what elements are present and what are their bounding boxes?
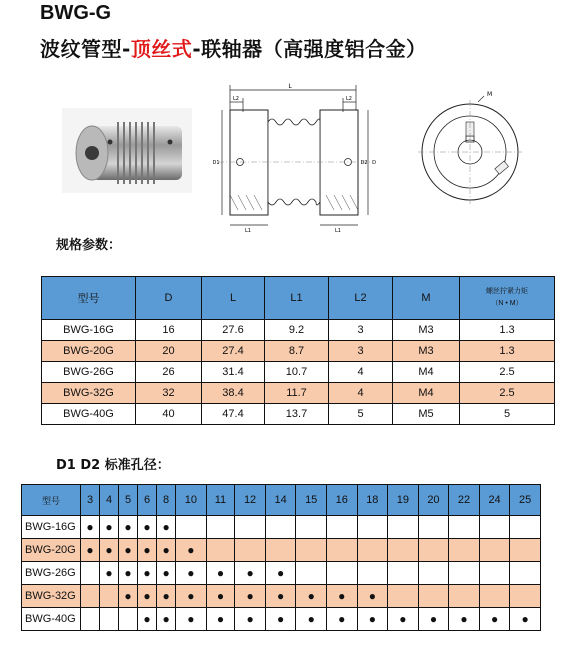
available-dot: ●: [216, 588, 225, 603]
spec-cell: 11.7: [265, 383, 329, 404]
hole-col-size: 3: [81, 485, 100, 516]
hole-cell: [510, 562, 541, 585]
hole-cell: [388, 562, 419, 585]
hole-cell: [265, 585, 296, 608]
hole-col-size: 16: [326, 485, 357, 516]
available-dot: ●: [187, 611, 195, 626]
hole-cell-model: BWG-32G: [22, 585, 81, 608]
spec-cell-model: BWG-40G: [42, 404, 136, 425]
available-dot: ●: [187, 588, 195, 603]
spec-cell-model: BWG-32G: [42, 383, 136, 404]
spec-row: [42, 383, 555, 404]
spec-heading: 规格参数：: [56, 238, 122, 253]
available-dot: ●: [105, 542, 113, 557]
hole-cell: [388, 516, 419, 539]
title-part-1: 波纹管型-: [40, 37, 131, 61]
hole-col-size: 20: [418, 485, 449, 516]
spec-col-M: M: [393, 277, 460, 320]
spec-cell: 10.7: [265, 362, 329, 383]
hole-cell: [235, 516, 266, 539]
available-dot: ●: [86, 542, 94, 557]
hole-col-size: 10: [176, 485, 207, 516]
hole-col-size: 24: [479, 485, 510, 516]
hole-col-size: 6: [138, 485, 157, 516]
title-part-3: -联轴器（高强度铝合金）: [192, 37, 427, 61]
spec-col-L1: L1: [265, 277, 329, 320]
spec-col-L2: L2: [329, 277, 393, 320]
hole-cell: [157, 539, 176, 562]
hole-cell: [326, 539, 357, 562]
hole-cell: [138, 585, 157, 608]
available-dot: ●: [187, 565, 195, 580]
spec-col-torque: 螺丝拧紧力矩 （N • M）: [460, 277, 555, 320]
hole-cell: [388, 539, 419, 562]
available-dot: ●: [246, 611, 254, 626]
spec-col-model: 型号: [42, 277, 136, 320]
spec-cell: 27.6: [202, 320, 265, 341]
hole-cell: [157, 585, 176, 608]
hole-col-size: 18: [357, 485, 388, 516]
hole-cell: [119, 585, 138, 608]
product-model-code: BWG-G: [40, 2, 112, 24]
available-dot: ●: [162, 588, 170, 603]
hole-cell: [265, 562, 296, 585]
hole-col-size: 25: [510, 485, 541, 516]
hole-cell: [206, 585, 235, 608]
hole-heading: D1 D2 标准孔径：: [56, 458, 170, 473]
hole-cell: [138, 539, 157, 562]
available-dot: ●: [277, 611, 285, 626]
available-dot: ●: [307, 611, 315, 626]
spec-cell: 16: [136, 320, 202, 341]
available-dot: ●: [246, 588, 254, 603]
spec-cell-model: BWG-20G: [42, 341, 136, 362]
spec-cell: 3: [329, 341, 393, 362]
spec-cell: 32: [136, 383, 202, 404]
hole-cell: [206, 516, 235, 539]
hole-cell: [81, 539, 100, 562]
spec-cell-model: BWG-16G: [42, 320, 136, 341]
spec-cell: M4: [393, 383, 460, 404]
available-dot: ●: [143, 565, 151, 580]
hole-cell: [449, 539, 480, 562]
hole-cell: [510, 585, 541, 608]
spec-cell: M4: [393, 362, 460, 383]
hole-cell: [326, 562, 357, 585]
hole-cell: [296, 562, 327, 585]
hole-cell: [296, 516, 327, 539]
hole-cell: [357, 585, 388, 608]
label-L1-left: L1: [245, 228, 251, 234]
available-dot: ●: [216, 611, 225, 626]
label-L1-right: L1: [335, 228, 341, 234]
spec-cell: 1.3: [460, 320, 555, 341]
product-photo: [62, 108, 192, 193]
hole-col-size: 5: [119, 485, 138, 516]
hole-cell: [119, 608, 138, 631]
hole-cell: [326, 516, 357, 539]
spec-cell: 27.4: [202, 341, 265, 362]
title-part-2: 顶丝式: [130, 37, 193, 61]
hole-cell: [449, 516, 480, 539]
available-dot: ●: [338, 588, 346, 603]
hole-cell: [119, 562, 138, 585]
available-dot: ●: [277, 588, 285, 603]
spec-row: [42, 320, 555, 341]
hole-col-size: 19: [388, 485, 419, 516]
hole-cell: [235, 562, 266, 585]
available-dot: ●: [429, 611, 438, 626]
spec-cell: 13.7: [265, 404, 329, 425]
hole-cell: [138, 608, 157, 631]
hole-cell: [157, 562, 176, 585]
available-dot: ●: [368, 611, 376, 626]
available-dot: ●: [338, 611, 346, 626]
available-dot: ●: [86, 519, 94, 534]
hole-cell: [479, 608, 510, 631]
hole-cell-model: BWG-26G: [22, 562, 81, 585]
hole-row: [22, 608, 541, 631]
available-dot: ●: [124, 565, 132, 580]
hole-row: [22, 562, 541, 585]
label-D2: D2: [360, 160, 368, 166]
available-dot: ●: [216, 565, 225, 580]
end-view-drawing: [412, 88, 534, 206]
hole-cell: [449, 608, 480, 631]
available-dot: ●: [307, 588, 315, 603]
hole-col-size: 15: [296, 485, 327, 516]
hole-cell: [326, 608, 357, 631]
hole-cell: [157, 516, 176, 539]
hole-cell: [265, 539, 296, 562]
hole-cell: [418, 516, 449, 539]
hole-col-size: 4: [100, 485, 119, 516]
hole-cell: [81, 585, 100, 608]
hole-row: [22, 585, 541, 608]
hole-cell: [418, 585, 449, 608]
hole-cell: [296, 585, 327, 608]
hole-cell: [510, 516, 541, 539]
hole-cell-model: BWG-20G: [22, 539, 81, 562]
spec-cell: 2.5: [460, 383, 555, 404]
spec-row: [42, 362, 555, 383]
label-D: D: [372, 160, 376, 166]
hole-cell: [357, 539, 388, 562]
spec-cell: 47.4: [202, 404, 265, 425]
spec-cell: 4: [329, 383, 393, 404]
available-dot: ●: [490, 611, 499, 626]
product-title: [40, 33, 427, 62]
available-dot: ●: [368, 588, 376, 603]
spec-cell-model: BWG-26G: [42, 362, 136, 383]
label-L: L: [288, 83, 292, 90]
spec-cell: 9.2: [265, 320, 329, 341]
hole-col-model: 型号: [22, 485, 81, 516]
spec-row: [42, 404, 555, 425]
hole-cell: [119, 539, 138, 562]
hole-cell: [176, 539, 207, 562]
spec-cell: 8.7: [265, 341, 329, 362]
spec-cell: 31.4: [202, 362, 265, 383]
spec-cell: 2.5: [460, 362, 555, 383]
hole-cell: [357, 516, 388, 539]
hole-cell: [157, 608, 176, 631]
label-L2-right: L2: [346, 96, 352, 102]
hole-cell: [176, 608, 207, 631]
available-dot: ●: [143, 588, 151, 603]
spec-col-D: D: [136, 277, 202, 320]
available-dot: ●: [124, 588, 132, 603]
hole-row: [22, 516, 541, 539]
spec-cell: M3: [393, 341, 460, 362]
hole-size-table: [21, 484, 541, 631]
available-dot: ●: [162, 565, 170, 580]
hole-cell: [388, 585, 419, 608]
hole-cell: [81, 608, 100, 631]
hole-cell: [176, 585, 207, 608]
spec-cell: M5: [393, 404, 460, 425]
hole-cell: [388, 608, 419, 631]
label-D1: D1: [212, 160, 220, 166]
hole-cell: [510, 608, 541, 631]
hole-cell: [418, 539, 449, 562]
hole-cell: [479, 539, 510, 562]
available-dot: ●: [399, 611, 407, 626]
available-dot: ●: [124, 519, 132, 534]
available-dot: ●: [521, 611, 529, 626]
spec-table: [41, 276, 555, 425]
hole-cell-model: BWG-40G: [22, 608, 81, 631]
hole-cell: [296, 539, 327, 562]
available-dot: ●: [162, 519, 170, 534]
hole-cell: [265, 516, 296, 539]
available-dot: ●: [143, 519, 151, 534]
spec-cell: 20: [136, 341, 202, 362]
spec-cell: 4: [329, 362, 393, 383]
spec-col-L: L: [202, 277, 265, 320]
spec-row: [42, 341, 555, 362]
spec-cell: 5: [329, 404, 393, 425]
hole-cell: [206, 608, 235, 631]
hole-cell-model: BWG-16G: [22, 516, 81, 539]
hole-cell: [176, 516, 207, 539]
spec-cell: 38.4: [202, 383, 265, 404]
available-dot: ●: [143, 611, 151, 626]
spec-cell: 3: [329, 320, 393, 341]
available-dot: ●: [162, 611, 170, 626]
hole-cell: [265, 608, 296, 631]
hole-cell: [357, 562, 388, 585]
available-dot: ●: [246, 565, 254, 580]
hole-cell: [449, 562, 480, 585]
hole-cell: [357, 608, 388, 631]
hole-cell: [235, 585, 266, 608]
available-dot: ●: [124, 542, 132, 557]
label-M: M: [487, 91, 493, 98]
spec-cell: M3: [393, 320, 460, 341]
label-L2-left: L2: [233, 96, 239, 102]
hole-cell: [100, 539, 119, 562]
hole-col-size: 22: [449, 485, 480, 516]
spec-cell: 1.3: [460, 341, 555, 362]
hole-header-row: [22, 485, 541, 516]
hole-cell: [119, 516, 138, 539]
hole-cell: [206, 539, 235, 562]
spec-cell: 26: [136, 362, 202, 383]
available-dot: ●: [187, 542, 195, 557]
hole-row: [22, 539, 541, 562]
side-view-drawing: [208, 80, 380, 235]
hole-cell: [235, 539, 266, 562]
hole-cell: [479, 516, 510, 539]
hole-cell: [81, 562, 100, 585]
hole-cell: [296, 608, 327, 631]
hole-col-size: 14: [265, 485, 296, 516]
hole-cell: [418, 608, 449, 631]
hole-cell: [479, 585, 510, 608]
hole-col-size: 12: [235, 485, 266, 516]
hole-cell: [510, 539, 541, 562]
available-dot: ●: [143, 542, 151, 557]
spec-header-row: [42, 277, 555, 320]
hole-col-size: 11: [206, 485, 235, 516]
hole-cell: [100, 608, 119, 631]
available-dot: ●: [460, 611, 468, 626]
hole-cell: [449, 585, 480, 608]
available-dot: ●: [162, 542, 170, 557]
available-dot: ●: [277, 565, 285, 580]
hole-cell: [100, 585, 119, 608]
hole-cell: [81, 516, 100, 539]
hole-cell: [138, 562, 157, 585]
hole-cell: [176, 562, 207, 585]
hole-cell: [100, 516, 119, 539]
hole-cell: [138, 516, 157, 539]
hole-cell: [206, 562, 235, 585]
available-dot: ●: [105, 519, 113, 534]
hole-cell: [100, 562, 119, 585]
hole-col-size: 8: [157, 485, 176, 516]
spec-cell: 40: [136, 404, 202, 425]
available-dot: ●: [105, 565, 113, 580]
hole-cell: [326, 585, 357, 608]
spec-cell: 5: [460, 404, 555, 425]
hole-cell: [418, 562, 449, 585]
hole-cell: [479, 562, 510, 585]
hole-cell: [235, 608, 266, 631]
